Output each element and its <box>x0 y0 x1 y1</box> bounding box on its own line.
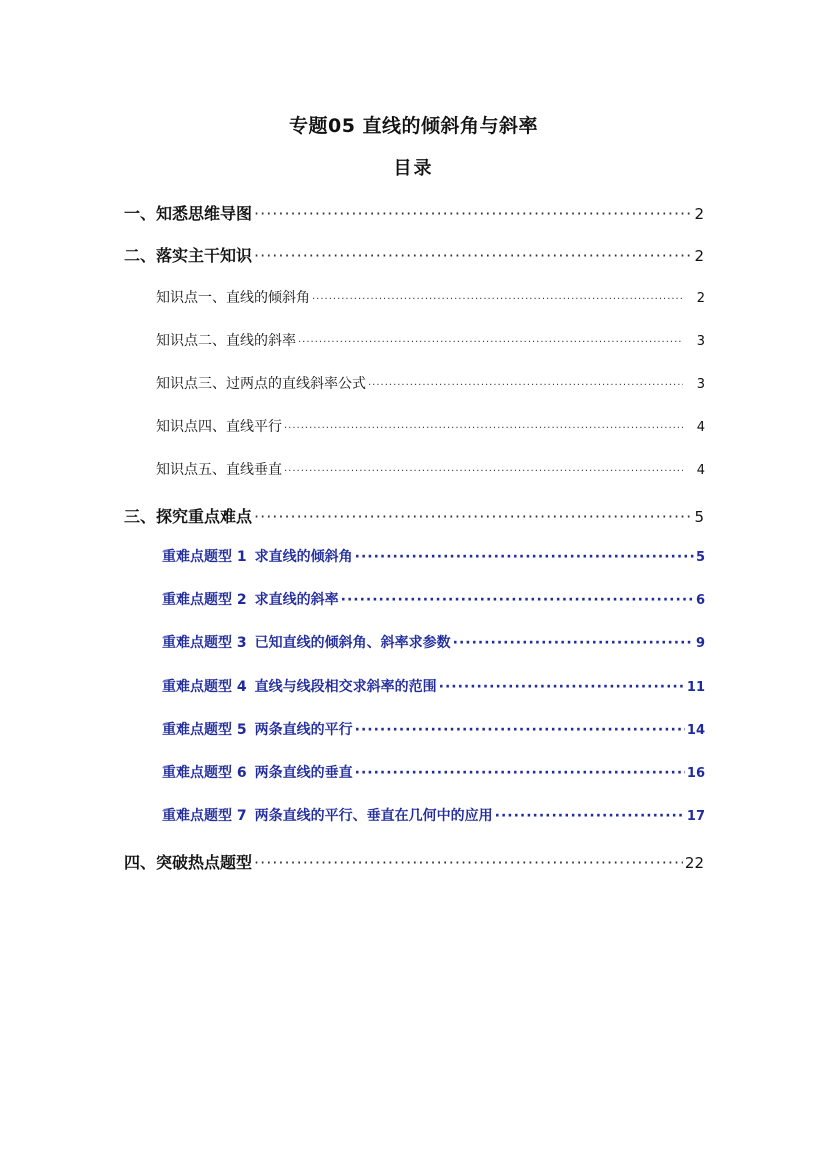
toc-heading: 目录 <box>393 158 434 179</box>
toc-entry-type-5[interactable] <box>162 719 705 739</box>
toc-type-tag: 重难点题型 2 <box>162 592 247 608</box>
dot-leader <box>341 592 694 608</box>
toc-entry-type-2[interactable] <box>162 589 705 609</box>
toc-entry-label: 二、落实主干知识 <box>124 246 253 265</box>
toc-page-number: 17 <box>686 809 705 824</box>
toc-page-number: 3 <box>696 334 705 349</box>
dot-leader <box>284 466 683 477</box>
toc-entry-type-1[interactable] <box>162 546 705 566</box>
page-title: 专题05 直线的倾斜角与斜率 <box>288 115 539 137</box>
toc-type-tag: 重难点题型 5 <box>162 722 247 738</box>
toc-entry-section-1[interactable] <box>124 201 704 224</box>
toc-page-number: 2 <box>694 205 704 223</box>
dot-leader <box>254 853 683 872</box>
toc-entry-type-4[interactable] <box>162 676 705 696</box>
dot-leader <box>254 204 692 223</box>
toc-entry-label: 求直线的斜率 <box>254 592 339 608</box>
toc-page-number: 4 <box>696 420 705 435</box>
toc-entry-type-7[interactable] <box>162 805 705 825</box>
toc-type-tag: 重难点题型 7 <box>162 808 247 824</box>
toc-page-number: 2 <box>694 247 704 265</box>
toc-page-number: 5 <box>694 508 704 526</box>
toc-entry-label: 知识点五、直线垂直 <box>156 462 282 478</box>
toc-type-tag: 重难点题型 6 <box>162 765 247 781</box>
dot-leader <box>439 679 685 695</box>
toc-entry-label: 求直线的倾斜角 <box>254 549 353 565</box>
toc-type-tag: 重难点题型 4 <box>162 679 247 695</box>
dot-leader <box>284 423 683 434</box>
toc-page-number: 2 <box>696 291 705 306</box>
toc-page-number: 9 <box>695 636 705 651</box>
dot-leader <box>312 294 683 305</box>
dot-leader <box>254 507 692 526</box>
toc-type-tag: 重难点题型 1 <box>162 549 247 565</box>
toc-entry-label: 三、探究重点难点 <box>124 507 253 526</box>
toc-page-number: 16 <box>686 766 705 781</box>
dot-leader <box>355 765 685 781</box>
dot-leader <box>355 722 685 738</box>
toc-entry-section-3[interactable] <box>124 504 704 527</box>
dot-leader <box>355 549 694 565</box>
toc-entry-knowledge-4[interactable] <box>156 416 705 436</box>
dot-leader <box>298 337 683 348</box>
toc-entry-knowledge-3[interactable] <box>156 373 705 393</box>
dot-leader <box>254 246 692 265</box>
toc-page-number: 4 <box>696 463 705 478</box>
toc-entry-type-3[interactable] <box>162 632 705 652</box>
toc-entry-knowledge-5[interactable] <box>156 459 705 479</box>
dot-leader <box>368 380 683 391</box>
toc-entry-label: 四、突破热点题型 <box>124 853 253 872</box>
toc-entry-section-2[interactable] <box>124 243 704 266</box>
toc-page-number: 11 <box>686 680 705 695</box>
toc-entry-label: 直线与线段相交求斜率的范围 <box>254 679 437 695</box>
toc-entry-label: 已知直线的倾斜角、斜率求参数 <box>254 635 451 651</box>
toc-entry-section-4[interactable] <box>124 850 704 873</box>
toc-entry-type-6[interactable] <box>162 762 705 782</box>
toc-entry-label: 知识点二、直线的斜率 <box>156 333 296 349</box>
toc-type-tag: 重难点题型 3 <box>162 635 247 651</box>
dot-leader <box>495 808 685 824</box>
toc-entry-label: 知识点一、直线的倾斜角 <box>156 290 310 306</box>
toc-page-number: 5 <box>695 550 705 565</box>
dot-leader <box>453 635 694 651</box>
toc-entry-label: 两条直线的平行 <box>254 722 353 738</box>
toc-page-number: 14 <box>686 723 705 738</box>
toc-entry-knowledge-2[interactable] <box>156 330 705 350</box>
toc-entry-label: 两条直线的平行、垂直在几何中的应用 <box>254 808 493 824</box>
toc-entry-label: 知识点四、直线平行 <box>156 419 282 435</box>
toc-entry-label: 知识点三、过两点的直线斜率公式 <box>156 376 366 392</box>
toc-page-number: 3 <box>696 377 705 392</box>
toc-entry-knowledge-1[interactable] <box>156 287 705 307</box>
toc-entry-label: 两条直线的垂直 <box>254 765 353 781</box>
toc-page-number: 22 <box>684 854 704 872</box>
toc-entry-label: 一、知悉思维导图 <box>124 204 253 223</box>
toc-page-number: 6 <box>695 593 705 608</box>
